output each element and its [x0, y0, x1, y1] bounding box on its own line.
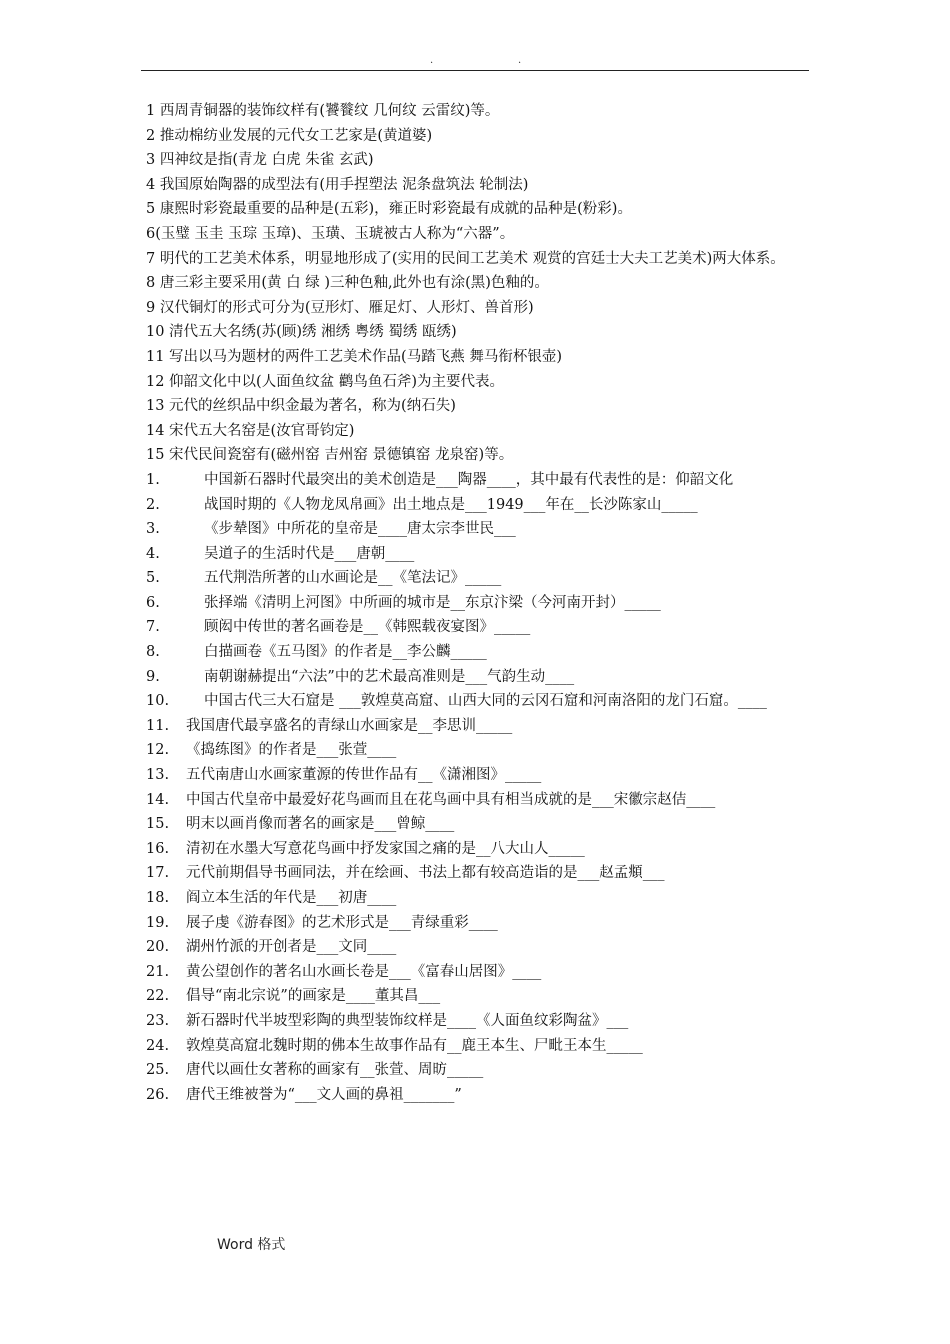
list-item	[146, 493, 806, 518]
list-item	[146, 911, 806, 936]
list-item-text: 元代前期倡导书画同法，并在绘画、书法上都有较高造诣的是___赵孟頫___	[186, 865, 665, 882]
list-item-number: 16.	[146, 840, 170, 857]
list-item-text: 湖州竹派的开创者是___文同____	[186, 939, 397, 956]
list-item	[146, 837, 806, 862]
list-item-text: 敦煌莫高窟北魏时期的佛本生故事作品有__鹿王本生、尸毗王本生_____	[186, 1037, 643, 1054]
list-item	[146, 542, 806, 567]
list-item-text: 中国古代皇帝中最爱好花鸟画而且在花鸟画中具有相当成就的是___宋徽宗赵佶____	[186, 791, 716, 808]
intro-line: 12 仰韶文化中以(人面鱼纹盆 鹳鸟鱼石斧)为主要代表。	[146, 373, 504, 390]
list-item-number: 13.	[146, 767, 170, 784]
list-item-text: 中国古代三大石窟是 ___敦煌莫高窟、山西大同的云冈石窟和河南洛阳的龙门石窟。____	[204, 693, 767, 710]
list-item	[146, 640, 806, 665]
list-item	[146, 566, 806, 591]
list-item-number: 26.	[146, 1086, 170, 1103]
document-body	[146, 99, 806, 1107]
list-item-number: 20.	[146, 939, 170, 956]
intro-line: 4 我国原始陶器的成型法有(用手捏塑法 泥条盘筑法 轮制法)	[146, 176, 529, 193]
page-header	[0, 56, 950, 70]
footer-label: Word 格式	[217, 1237, 286, 1253]
list-item-text: 唐代以画仕女著称的画家有__张萱、周昉_____	[186, 1062, 484, 1079]
list-item	[146, 984, 806, 1009]
list-item-number: 2.	[146, 496, 160, 513]
intro-line: 14 宋代五大名窑是(汝官哥钧定)	[146, 422, 355, 439]
intro-line: 7 明代的工艺美术体系，明显地形成了(实用的民间工艺美术 观赏的宫廷士大夫工艺美术)两大体系。	[146, 250, 785, 267]
list-item	[146, 1009, 806, 1034]
list-item-number: 24.	[146, 1037, 170, 1054]
list-item	[146, 1083, 806, 1108]
list-item	[146, 935, 806, 960]
list-item-text: 顾闳中传世的著名画卷是__《韩熙载夜宴图》_____	[204, 619, 531, 636]
intro-line: 10 清代五大名绣(苏(顾)绣 湘绣 粤绣 蜀绣 瓯绣)	[146, 324, 457, 341]
list-item	[146, 861, 806, 886]
list-item	[146, 812, 806, 837]
list-item-text: 清初在水墨大写意花鸟画中抒发家国之痛的是__八大山人_____	[186, 840, 585, 857]
intro-line: 3 四神纹是指(青龙 白虎 朱雀 玄武)	[146, 152, 374, 169]
intro-line: 8 唐三彩主要采用(黄 白 绿 )三种色釉,此外也有涂(黑)色釉的。	[146, 275, 549, 292]
intro-line: 2 推动棉纺业发展的元代女工艺家是(黄道婆)	[146, 127, 433, 144]
intro-line: 15 宋代民间瓷窑有(磁州窑 吉州窑 景德镇窑 龙泉窑)等。	[146, 447, 514, 464]
list-item-number: 19.	[146, 914, 170, 931]
list-item-number: 17.	[146, 865, 170, 882]
list-item-text: 黄公望创作的著名山水画长卷是___《富春山居图》____	[186, 963, 542, 980]
list-item-number: 3.	[146, 521, 160, 538]
list-item	[146, 714, 806, 739]
list-item-text: 明末以画肖像而著名的画家是___曾鲸____	[186, 816, 455, 833]
list-item-number: 22.	[146, 988, 170, 1005]
intro-line: 6(玉璧 玉圭 玉琮 玉璋)、玉璜、玉琥被古人称为“六器”。	[146, 225, 515, 242]
list-item-number: 14.	[146, 791, 170, 808]
list-item	[146, 738, 806, 763]
list-item-text: 《捣练图》的作者是___张萱____	[186, 742, 397, 759]
list-item-text: 展子虔《游春图》的艺术形式是___青绿重彩____	[186, 914, 498, 931]
list-item-number: 23.	[146, 1012, 170, 1029]
list-item-number: 10.	[146, 693, 170, 710]
list-item	[146, 886, 806, 911]
header-rule	[141, 70, 809, 71]
list-item	[146, 689, 806, 714]
list-item-text: 倡导“南北宗说”的画家是____董其昌___	[186, 988, 441, 1005]
list-item-number: 9.	[146, 668, 160, 685]
list-item-text: 白描画卷《五马图》的作者是__李公麟_____	[204, 644, 487, 661]
list-item	[146, 591, 806, 616]
list-item-number: 21.	[146, 963, 170, 980]
list-item-text: 阎立本生活的年代是___初唐____	[186, 890, 397, 906]
list-item	[146, 517, 806, 542]
list-item-text: 南朝谢赫提出“六法”中的艺术最高准则是___气韵生动____	[204, 668, 575, 685]
list-item-text: 五代南唐山水画家董源的传世作品有__《潇湘图》_____	[186, 767, 542, 784]
list-item-number: 6.	[146, 594, 160, 611]
list-item-text: 新石器时代半坡型彩陶的典型装饰纹样是____《人面鱼纹彩陶盆》___	[186, 1012, 629, 1029]
list-item-text: 张择端《清明上河图》中所画的城市是__东京汴梁（今河南开封）_____	[204, 594, 661, 611]
list-item	[146, 665, 806, 690]
list-item	[146, 960, 806, 985]
list-item-number: 25.	[146, 1062, 170, 1079]
list-item-number: 12.	[146, 742, 170, 759]
list-item-number: 1.	[146, 471, 160, 488]
list-item-number: 15.	[146, 816, 170, 833]
intro-line: 11 写出以马为题材的两件工艺美术作品(马踏飞燕 舞马衔杯银壶)	[146, 348, 562, 365]
intro-line: 13 元代的丝织品中织金最为著名，称为(纳石失)	[146, 398, 456, 415]
list-item-text: 中国新石器时代最突出的美术创造是___陶器____，其中最有代表性的是：仰韶文化	[204, 471, 734, 488]
intro-line: 9 汉代铜灯的形式可分为(豆形灯、雁足灯、人形灯、兽首形)	[146, 299, 534, 316]
list-item-number: 4.	[146, 545, 160, 562]
list-item	[146, 1034, 806, 1059]
intro-line: 5 康熙时彩瓷最重要的品种是(五彩)，雍正时彩瓷最有成就的品种是(粉彩)。	[146, 201, 632, 218]
list-item-number: 7.	[146, 619, 160, 636]
intro-line: 1 西周青铜器的装饰纹样有(饕餮纹 几何纹 云雷纹)等。	[146, 103, 500, 119]
list-item-text: 战国时期的《人物龙凤帛画》出土地点是___1949___年在__长沙陈家山_____	[204, 496, 698, 513]
header-dot-right: .	[518, 55, 522, 66]
list-item-number: 11.	[146, 717, 170, 734]
list-item	[146, 788, 806, 813]
header-dot-left: .	[430, 55, 434, 66]
list-item	[146, 468, 806, 493]
numbered-list-a	[146, 468, 806, 714]
list-item-number: 8.	[146, 644, 160, 661]
list-item	[146, 615, 806, 640]
list-item	[146, 763, 806, 788]
list-item-text: 五代荆浩所著的山水画论是__《笔法记》_____	[204, 570, 502, 587]
list-item-text: 我国唐代最享盛名的青绿山水画家是__李思训_____	[186, 717, 513, 734]
list-item	[146, 1058, 806, 1083]
list-item-text: 唐代王维被誉为“___文人画的鼻祖_______”	[186, 1086, 462, 1103]
list-item-text: 《步辇图》中所花的皇帝是____唐太宗李世民___	[204, 521, 516, 538]
list-item-text: 吴道子的生活时代是___唐朝____	[204, 545, 415, 562]
numbered-list-b	[146, 714, 806, 1108]
list-item-number: 5.	[146, 570, 160, 587]
list-item-number: 18.	[146, 890, 170, 906]
intro-section	[146, 99, 806, 468]
